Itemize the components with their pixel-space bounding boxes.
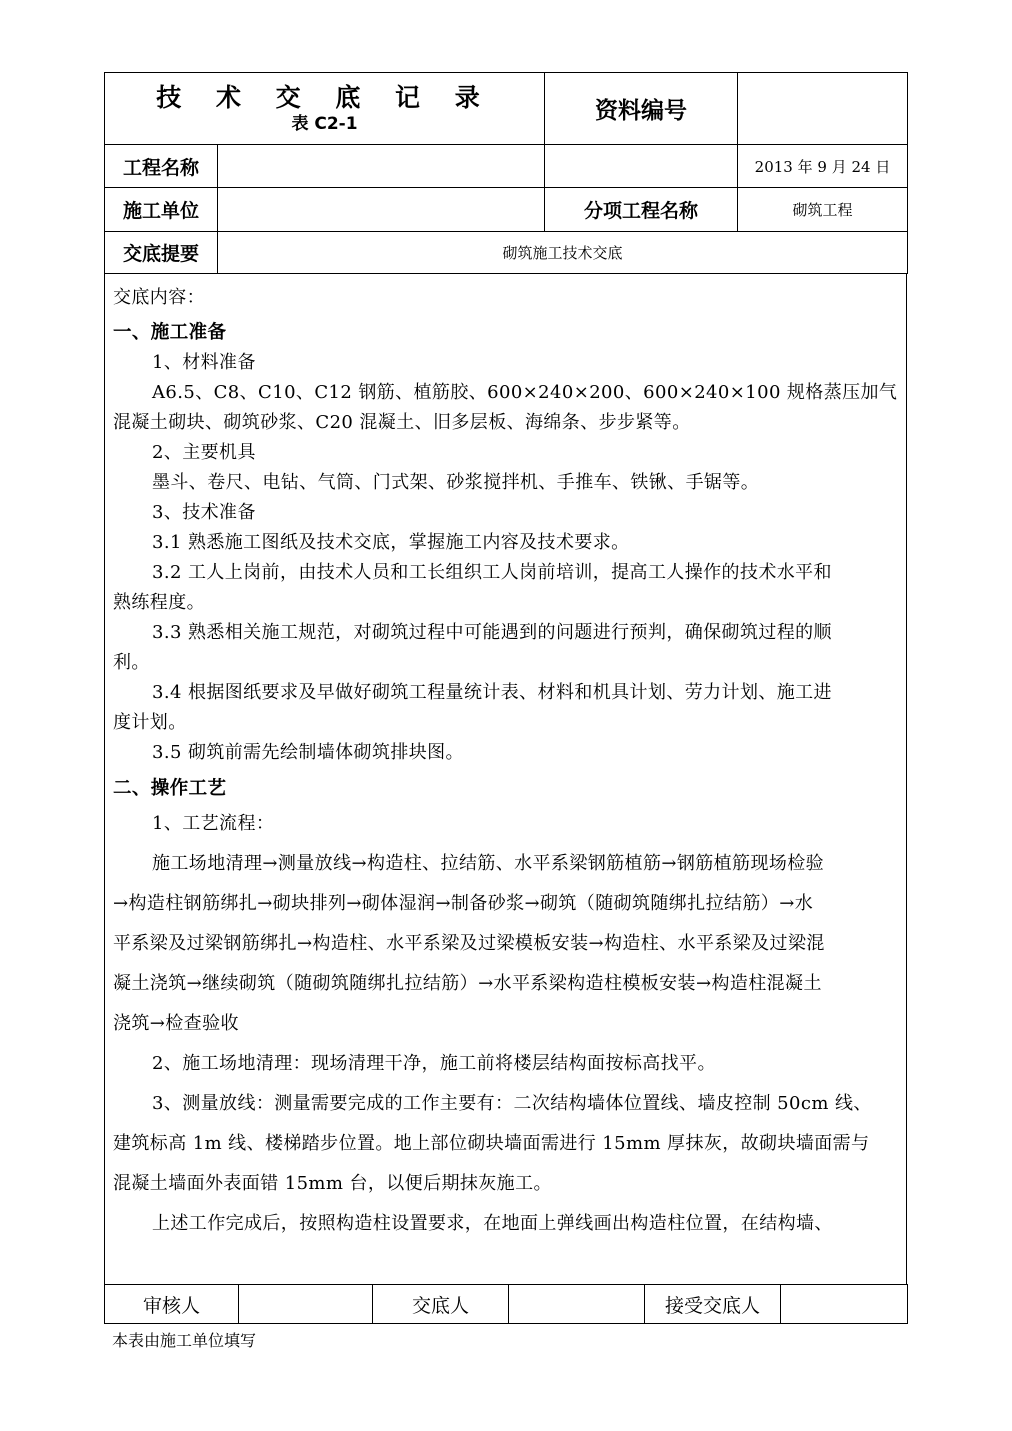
receiver-label: 接受交底人 <box>645 1285 781 1324</box>
section-title: 二、操作工艺 <box>113 778 227 799</box>
summary-value: 砌筑施工技术交底 <box>218 232 908 274</box>
paragraph-line: A6.5、C8、C10、C12 钢筋、植筋胶、600×240×200、600×240×100 规格蒸压加气 <box>152 382 898 403</box>
subsection-title: 2、主要机具 <box>152 442 256 463</box>
paragraph-line: 上述工作完成后，按照构造柱设置要求，在地面上弹线画出构造柱位置，在结构墙、 <box>152 1213 833 1234</box>
contractor-value <box>218 188 545 232</box>
flow-line: 平系梁及过梁钢筋绑扎→构造柱、水平系梁及过梁模板安装→构造柱、水平系梁及过梁混 <box>113 933 825 954</box>
signature-table <box>104 1284 908 1324</box>
paragraph-line: 度计划。 <box>113 712 187 733</box>
paragraph-line: 混凝土砌块、砌筑砂浆、C20 混凝土、旧多层板、海绵条、步步紧等。 <box>113 412 691 433</box>
receiver-value <box>781 1285 908 1324</box>
paragraph-line: 混凝土墙面外表面错 15mm 台，以便后期抹灰施工。 <box>113 1173 552 1194</box>
paragraph-line: 3.1 熟悉施工图纸及技术交底，掌握施工内容及技术要求。 <box>152 532 630 553</box>
flow-line: 浇筑→检查验收 <box>113 1013 239 1034</box>
reviewer-label: 审核人 <box>105 1285 239 1324</box>
form-title: 技 术 交 底 记 录 <box>156 82 493 112</box>
subitem-value: 砌筑工程 <box>738 188 908 232</box>
disclosure-content <box>104 273 907 1284</box>
discloser-label: 交底人 <box>373 1285 509 1324</box>
subsection-title: 3、技术准备 <box>152 502 256 523</box>
disclosure-date: 2013 年 9 月 24 日 <box>738 145 908 188</box>
paragraph-line: 3.4 根据图纸要求及早做好砌筑工程量统计表、材料和机具计划、劳力计划、施工进 <box>152 682 832 703</box>
form-code: 表 C2-1 <box>291 113 358 134</box>
reviewer-value <box>239 1285 373 1324</box>
footer-note: 本表由施工单位填写 <box>112 1331 257 1350</box>
doc-no-value <box>738 73 908 145</box>
paragraph-line: 2、施工场地清理：现场清理干净，施工前将楼层结构面按标高找平。 <box>152 1053 716 1074</box>
discloser-value <box>509 1285 645 1324</box>
summary-label: 交底提要 <box>105 232 218 274</box>
paragraph-line: 3.3 熟悉相关施工规范，对砌筑过程中可能遇到的问题进行预判，确保砌筑过程的顺 <box>152 622 832 643</box>
section-title: 一、施工准备 <box>113 322 227 343</box>
subitem-label: 分项工程名称 <box>545 188 738 232</box>
flow-line: 凝土浇筑→继续砌筑（随砌筑随绑扎拉结筋）→水平系梁构造柱模板安装→构造柱混凝土 <box>113 973 822 994</box>
subsection-title: 1、材料准备 <box>152 352 256 373</box>
doc-no-label: 资料编号 <box>545 73 738 145</box>
subsection-title: 1、工艺流程： <box>152 813 275 834</box>
paragraph-line: 利。 <box>113 652 150 673</box>
project-name-value <box>218 145 545 188</box>
paragraph-line: 建筑标高 1m 线、楼梯踏步位置。地上部位砌块墙面需进行 15mm 厚抹灰，故砌块墙面需与 <box>113 1133 870 1154</box>
paragraph-line: 3.2 工人上岗前，由技术人员和工长组织工人岗前培训，提高工人操作的技术水平和 <box>152 562 832 583</box>
paragraph-line: 熟练程度。 <box>113 592 205 613</box>
flow-line: 施工场地清理→测量放线→构造柱、拉结筋、水平系梁钢筋植筋→钢筋植筋现场检验 <box>152 853 825 874</box>
header-table <box>104 72 908 274</box>
paragraph-line: 3.5 砌筑前需先绘制墙体砌筑排块图。 <box>152 742 464 763</box>
flow-line: →构造柱钢筋绑扎→砌块排列→砌体湿润→制备砂浆→砌筑（随砌筑随绑扎拉结筋）→水 <box>113 893 814 914</box>
blank-cell <box>545 145 738 188</box>
paragraph-line: 3、测量放线：测量需要完成的工作主要有：二次结构墙体位置线、墙皮控制 50cm 线、 <box>152 1093 872 1114</box>
contractor-label: 施工单位 <box>105 188 218 232</box>
content-label: 交底内容： <box>113 287 205 308</box>
project-name-label: 工程名称 <box>105 145 218 188</box>
title-cell <box>105 73 545 145</box>
paragraph-line: 墨斗、卷尺、电钻、气筒、门式架、砂浆搅拌机、手推车、铁锹、手锯等。 <box>152 472 760 493</box>
